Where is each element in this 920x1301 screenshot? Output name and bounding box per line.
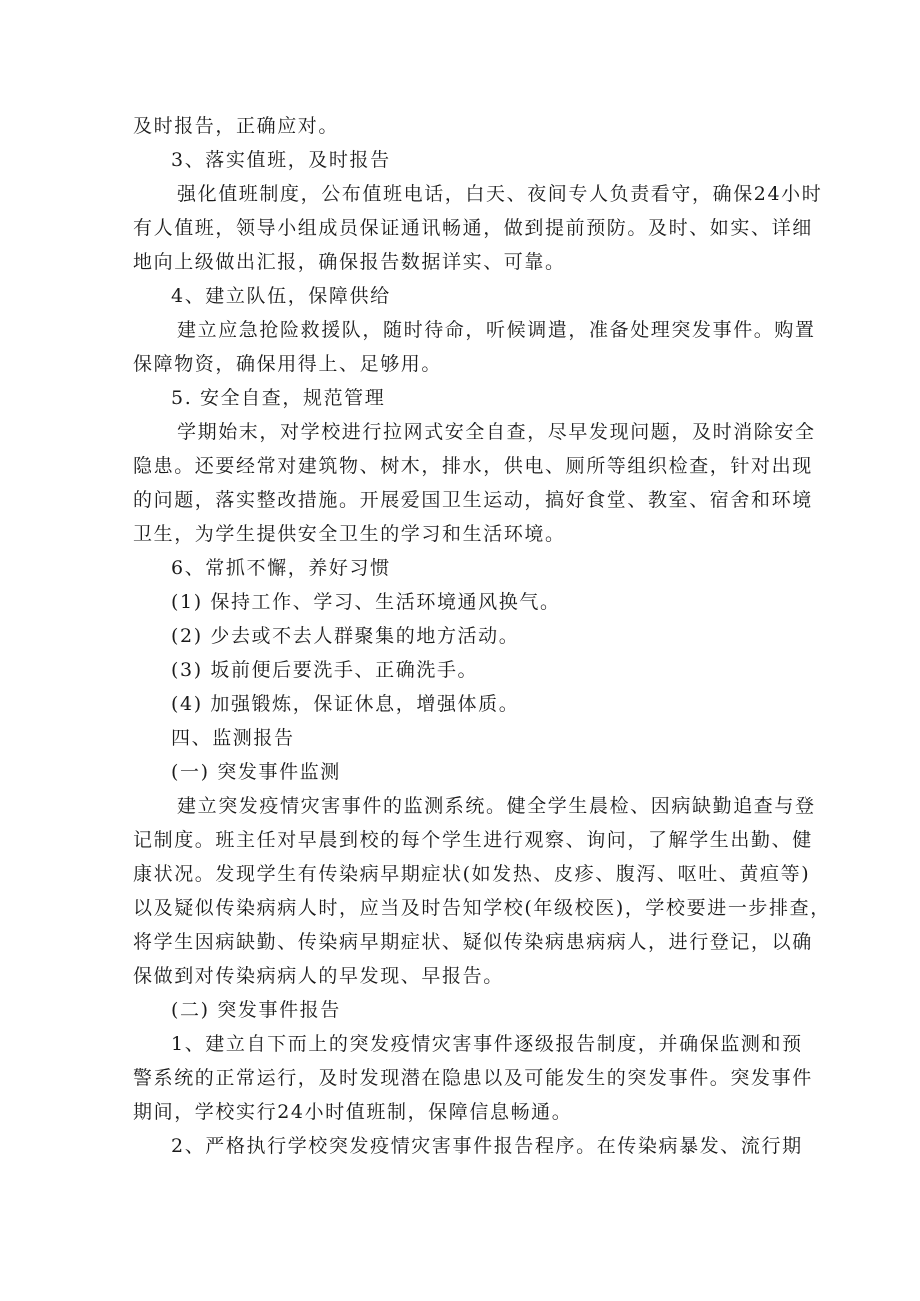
text-line: 学期始末，对学校进行拉网式安全自查，尽早发现问题，及时消除安全 [177, 421, 816, 443]
list-item: (3) 坂前便后要洗手、正确洗手。 [171, 659, 479, 681]
section-heading: 四、监测报告 [171, 727, 295, 749]
section-heading: 6、常抓不懈，养好习惯 [171, 557, 391, 579]
text-line: 2、严格执行学校突发疫情灾害事件报告程序。在传染病暴发、流行期 [171, 1135, 803, 1157]
text-line: 卫生，为学生提供安全卫生的学习和生活环境。 [133, 523, 566, 545]
text-line: 期间，学校实行24小时值班制，保障信息畅通。 [133, 1101, 573, 1123]
section-heading: 5. 安全自查，规范管理 [171, 387, 386, 409]
text-line: 保障物资，确保用得上、足够用。 [133, 353, 443, 375]
section-heading: 3、落实值班，及时报告 [171, 149, 391, 171]
text-line: 将学生因病缺勤、传染病早期症状、疑似传染病患病病人，进行登记，以确 [133, 931, 813, 953]
text-line: 地向上级做出汇报，确保报告数据详实、可靠。 [133, 251, 566, 273]
text-line: 警系统的正常运行，及时发现潜在隐患以及可能发生的突发事件。突发事件 [133, 1067, 813, 1089]
text-line: 有人值班，领导小组成员保证通讯畅通，做到提前预防。及时、如实、详细 [133, 217, 813, 239]
subsection-heading: (一) 突发事件监测 [171, 761, 341, 783]
subsection-heading: (二) 突发事件报告 [171, 999, 341, 1021]
text-line: 保做到对传染病病人的早发现、早报告。 [133, 965, 504, 987]
list-item: (2) 少去或不去人群聚集的地方活动。 [171, 625, 520, 647]
list-item: (4) 加强锻炼，保证休息，增强体质。 [171, 693, 520, 715]
list-item: (1) 保持工作、学习、生活环境通风换气。 [171, 591, 561, 613]
text-line: 记制度。班主任对早晨到校的每个学生进行观察、询问，了解学生出勤、健 [133, 829, 813, 851]
text-line: 及时报告，正确应对。 [133, 115, 340, 137]
text-line: 强化值班制度，公布值班电话，白天、夜间专人负责看守，确保24小时 [177, 183, 823, 205]
text-line: 1、建立自下而上的突发疫情灾害事件逐级报告制度，并确保监测和预 [171, 1033, 803, 1055]
text-line: 康状况。发现学生有传染病早期症状(如发热、皮疹、腹泻、呕吐、黄疸等) [133, 863, 811, 885]
section-heading: 4、建立队伍，保障供给 [171, 285, 391, 307]
text-line: 的问题，落实整改措施。开展爱国卫生运动，搞好食堂、教室、宿舍和环境 [133, 489, 813, 511]
text-line: 建立应急抢险救援队，随时待命，听候调遣，准备处理突发事件。购置 [177, 319, 816, 341]
text-line: 建立突发疫情灾害事件的监测系统。健全学生晨检、因病缺勤追查与登 [177, 795, 816, 817]
text-line: 隐患。还要经常对建筑物、树木，排水，供电、厕所等组织检查，针对出现 [133, 455, 813, 477]
text-line: 以及疑似传染病病人时，应当及时告知学校(年级校医)，学校要进一步排查， [133, 897, 831, 919]
